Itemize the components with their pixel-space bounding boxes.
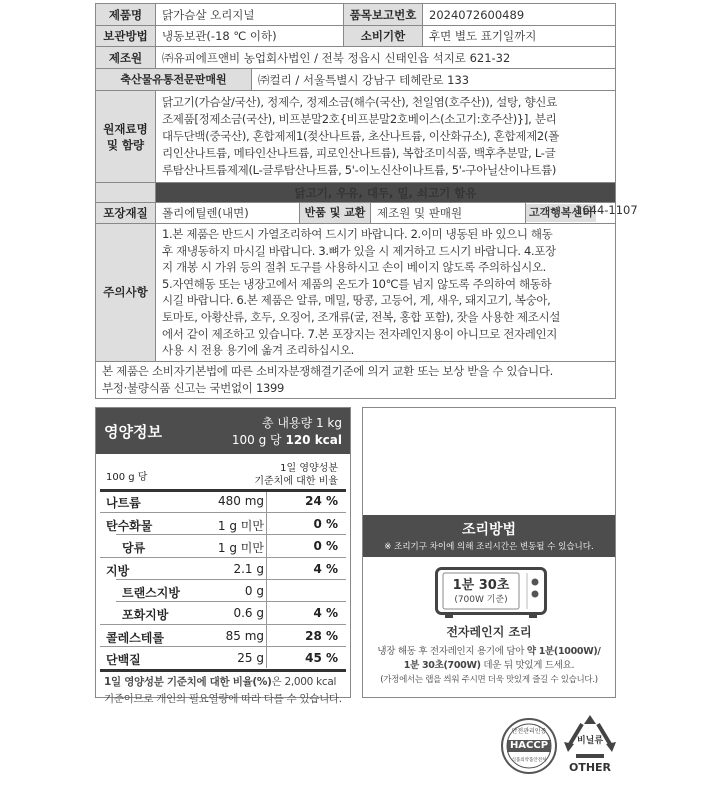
recycle-label: OTHER (568, 761, 612, 774)
nutrient-amount: 1 g 미만 (217, 541, 264, 555)
cook-desc-line3: (가정에서는 랩을 씌워 주시면 더욱 맛있게 즐길 수 있습니다.) (380, 675, 598, 685)
haccp-bottom-text: 식품의약품안전처 (511, 758, 547, 763)
caution-value (156, 224, 616, 362)
haccp-top-text: 안전관리인증 (511, 728, 547, 735)
ingredients-label (96, 91, 156, 183)
nutrient-name: 콜레스테롤 (106, 631, 164, 645)
cooking-title: 조리방법 (461, 522, 517, 538)
haccp-logo (501, 718, 557, 774)
nutrient-percent: 0 % (313, 517, 338, 531)
nutrient-amount: 85 mg (225, 629, 264, 643)
storage-label: 보관방법 (96, 26, 156, 47)
caution-line: 지 개봉 시 가위 등의 절취 도구를 사용하시고 손이 베이지 않도록 주의하십시오. (162, 260, 546, 275)
nutrient-percent: 4 % (313, 562, 338, 576)
notice-line: 본 제품은 소비자기본법에 따른 소비자분쟁해결기준에 의거 교환 또는 보상 받을 수 있습니다. (102, 364, 554, 379)
expiry-value: 후면 별도 표기일까지 (423, 26, 616, 47)
nutrition-divider-thick (100, 489, 346, 492)
product-name-label: 제품명 (96, 4, 156, 26)
ingredients-line: 조제품[정제소금(국산), 비프분말2호{비프분말2호베이스(소고기:호주산)}], 분리 (162, 112, 557, 126)
nutrient-name: 포화지방 (122, 608, 169, 622)
cooking-time: 1분 30초 (452, 578, 510, 593)
ingredients-line: 리인산나트륨, 메타인산나트륨, 피로인산나트륨), 복합조미식품, 백후추분말, L-글 (162, 146, 556, 160)
recycle-material: 비닐류 (576, 736, 604, 746)
cooking-description (363, 645, 615, 687)
seller-label: 축산물유통전문판매원 (96, 69, 252, 91)
maker-label: 제조원 (96, 47, 156, 69)
daily-ref-line2: 기준치에 대한 비율 (254, 476, 338, 487)
nutrient-amount: 1 g 미만 (217, 519, 264, 533)
ingredients-line: 대두단백(중국산), 혼합제제1(젖산나트륨, 초산나트륨, 이산화규소), 혼합제제2(폴 (162, 129, 559, 143)
daily-ref-line1: 1일 영양성분 (280, 463, 338, 474)
service-phone: 1644-1107 (575, 203, 638, 217)
allergy-spacer (96, 183, 156, 203)
caution-line: 후 재냉동하지 마시길 바랍니다. 3.뼈가 있을 시 제거하고 드시기 바랍니다. 4.포장 (162, 243, 556, 258)
nutrient-amount: 2.1 g (233, 562, 264, 576)
nutrition-divider (100, 557, 346, 558)
nutrient-name: 단백질 (106, 653, 141, 667)
nutrition-column-divider (266, 492, 267, 668)
cooking-header (363, 515, 615, 557)
return-label: 반품 및 교환 (300, 203, 371, 224)
ingredients-line: 닭고기(가슴살/국산), 정제수, 정제소금(해수(국산), 천일염(호주산)), 설탕, 향신료 (162, 95, 557, 109)
seller-value: ㈜컬리 / 서울특별시 강남구 테헤란로 133 (252, 69, 616, 91)
nutrition-per-serving (232, 431, 342, 448)
caution-line: 시길 바랍니다. 6.본 제품은 알류, 메밀, 땅콩, 고등어, 게, 새우, 돼지고기, 복숭아, (162, 293, 551, 308)
nutrition-total: 총 내용량 1 kg (261, 416, 342, 430)
report-no-label: 품목보고번호 (344, 4, 423, 26)
nutrition-divider (116, 579, 346, 580)
cooking-method: 전자레인지 조리 (446, 625, 532, 639)
caution-line: 사용 시 전용 용기에 옮겨 조리하십시오. (162, 343, 354, 358)
nutrition-daily-ref (254, 462, 338, 488)
nutrient-percent: 45 % (305, 651, 338, 665)
nutrition-header (96, 408, 350, 454)
nutrient-percent: 28 % (305, 629, 338, 643)
cooking-panel (362, 407, 616, 698)
caution-line: 5.자연해동 또는 냉장고에서 제품의 온도가 10℃를 넘지 않도록 주의하여 해동하 (162, 276, 552, 291)
caution-line: 토마토, 아황산류, 호두, 오징어, 조개류(굴, 전복, 홍합 포함), 잣을 사용한 제조시설 (162, 309, 560, 324)
cook-desc-bold2: 1분 30초(700W) (403, 660, 481, 671)
nutrient-amount: 0 g (244, 584, 264, 598)
nutrient-name: 당류 (122, 541, 146, 555)
caution-label: 주의사항 (96, 224, 156, 362)
recycle-mark (562, 712, 618, 778)
product-name: 닭가슴살 오리지널 (156, 4, 344, 26)
nutrient-name: 트랜스지방 (122, 586, 180, 600)
service-label: 고객행복센터 (526, 204, 596, 222)
cooking-watt: (700W 기준) (454, 595, 508, 605)
cook-desc-bold1: 약 1분(1000W)/ (526, 646, 601, 657)
ingredients-value (156, 91, 616, 183)
report-no: 2024072600489 (423, 4, 616, 26)
nutrition-kcal: 120 kcal (285, 433, 342, 447)
caution-line: 1.본 제품은 반드시 가열조리하여 드시기 바랍니다. 2.이미 냉동된 바 있으니 해동 (162, 227, 553, 241)
ingredients-label-line2: 및 함량 (106, 137, 145, 152)
footnote-line2: 기준이므로 개인의 필요열량에 따라 다를 수 있습니다. (104, 693, 342, 705)
packaging-value: 폴리에틸렌(내면) (156, 203, 300, 224)
expiry-label: 소비기한 (344, 26, 423, 47)
product-info-table (95, 3, 616, 399)
caution-line: 에서 같이 제조하고 있습니다. 7.본 포장지는 전자레인지용이 아니므로 전자레인지 (162, 326, 558, 341)
cook-desc-line1: 냉장 해동 후 전자레인지 용기에 담아 (377, 646, 527, 657)
nutrition-footnote (104, 660, 348, 708)
nutrition-per-prefix: 100 g 당 (231, 433, 282, 447)
haccp-main-text: HACCP (509, 740, 549, 751)
nutrient-name: 나트륨 (106, 496, 141, 510)
storage-value: 냉동보관(-18 ℃ 이하) (156, 26, 344, 47)
nutrient-percent: 24 % (305, 494, 338, 508)
nutrient-amount: 25 g (237, 651, 264, 665)
footnote-line1: 은 2,000 kcal (271, 676, 337, 688)
nutrient-amount: 480 mg (217, 494, 264, 508)
packaging-label: 포장재질 (96, 203, 156, 224)
ingredients-label-line1: 원재료명 (103, 121, 148, 136)
cooking-subtitle: ※ 조리기구 차이에 의해 조리시간은 변동될 수 있습니다. (384, 542, 594, 552)
nutrition-divider (100, 512, 346, 513)
cook-desc-line2: 데운 뒤 맛있게 드세요. (480, 660, 575, 671)
nutrient-amount: 0.6 g (233, 606, 264, 620)
nutrition-divider (100, 624, 346, 625)
notice-line: 부정·불량식품 신고는 국번없이 1399 (102, 380, 285, 395)
nutrient-percent: 4 % (313, 606, 338, 620)
nutrition-divider (116, 601, 346, 602)
nutrient-name: 지방 (106, 564, 130, 578)
ingredients-line: 루탐산나트륨제제(L-글루탐산나트륨, 5'-이노신산이나트륨, 5'-구아닐산이나트륨) (162, 163, 557, 177)
notice-value (96, 361, 616, 398)
return-value: 제조원 및 판매원 (371, 203, 526, 224)
nutrient-percent: 0 % (313, 539, 338, 553)
allergy-banner: 닭고기, 우유, 대두, 밀, 쇠고기 함유 (156, 183, 616, 203)
nutrition-divider (100, 646, 346, 647)
nutrition-panel (95, 407, 351, 705)
maker-value: ㈜유피에프앤비 농업회사법인 / 전북 정읍시 신태인읍 석지로 621-32 (156, 47, 616, 69)
footnote-bold: 1일 영양성분 기준치에 대한 비율(%) (104, 676, 272, 688)
nutrition-divider (116, 534, 346, 535)
nutrition-title: 영양정보 (104, 423, 162, 441)
nutrition-basis-label: 100 g 당 (106, 472, 148, 483)
nutrient-name: 탄수화물 (106, 519, 153, 533)
